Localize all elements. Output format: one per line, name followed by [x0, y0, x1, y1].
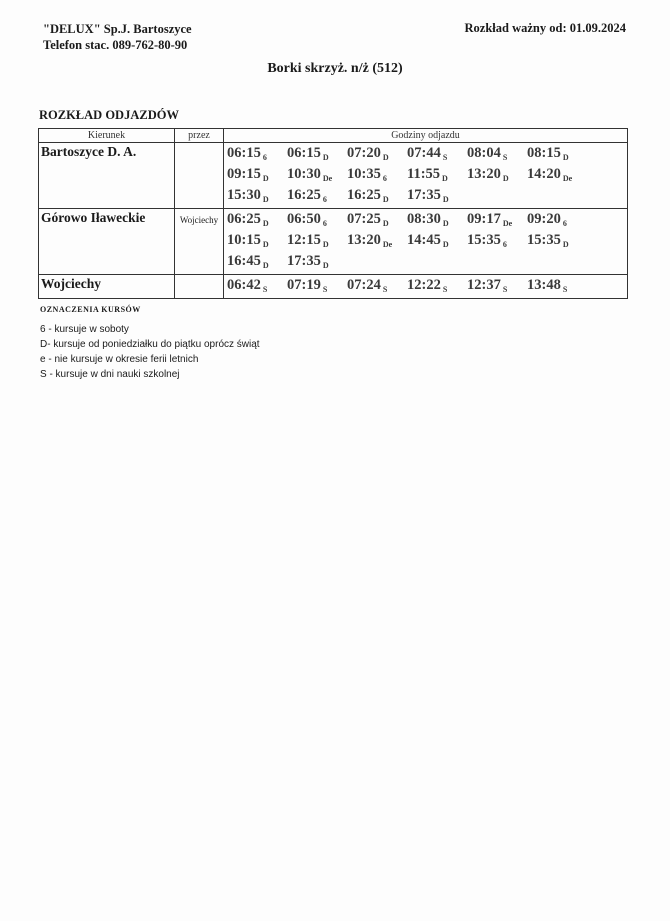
times-line: [227, 145, 627, 166]
company-name: "DELUX" Sp.J. Bartoszyce: [43, 22, 192, 36]
departure-time: [407, 232, 467, 249]
column-header-via: przez: [175, 129, 224, 143]
via-cell: Wojciechy: [175, 209, 224, 275]
departure-time: [347, 277, 407, 294]
timetable-header-row: [39, 129, 628, 143]
company-phone: Telefon stac. 089-762-80-90: [43, 38, 188, 52]
course-code: 6: [382, 174, 387, 183]
departure-hour: 06:15: [287, 145, 321, 161]
legend-item: D- kursuje od poniedziałku do piątku oprócz świąt: [40, 339, 260, 350]
course-code: 6: [562, 219, 567, 228]
course-code: D: [262, 174, 269, 183]
via-cell: [175, 275, 224, 299]
timetable: [38, 128, 628, 299]
departure-hour: 13:20: [467, 166, 501, 182]
course-code: D: [442, 219, 449, 228]
section-title: ROZKŁAD ODJAZDÓW: [39, 108, 179, 122]
valid-from-date: Rozkład ważny od: 01.09.2024: [464, 21, 626, 35]
direction-cell: Bartoszyce D. A.: [39, 143, 175, 209]
departure-time: [287, 277, 347, 294]
course-code: S: [442, 285, 448, 294]
departure-time: [467, 232, 527, 249]
course-code: D: [502, 174, 509, 183]
course-code: 6: [502, 240, 507, 249]
departure-time: [527, 277, 587, 294]
departure-hour: 06:50: [287, 211, 321, 227]
departure-time: [347, 187, 407, 204]
course-code: S: [322, 285, 328, 294]
course-code: D: [562, 153, 569, 162]
departure-time: [227, 166, 287, 183]
departure-time: [347, 145, 407, 162]
departure-time: [347, 211, 407, 228]
departure-times-cell: [224, 209, 628, 275]
departure-time: [407, 187, 467, 204]
departure-hour: 06:25: [227, 211, 261, 227]
departure-hour: 08:15: [527, 145, 561, 161]
course-code: De: [562, 174, 573, 183]
departure-hour: 06:15: [227, 145, 261, 161]
departure-time: [287, 166, 347, 183]
departure-time: [407, 277, 467, 294]
departure-hour: 06:42: [227, 277, 261, 293]
departure-hour: 12:15: [287, 232, 321, 248]
departure-time: [227, 253, 287, 270]
course-code: D: [442, 174, 448, 183]
departure-time: [227, 187, 287, 204]
departure-hour: 07:44: [407, 145, 441, 161]
legend-title: OZNACZENIA KURSÓW: [40, 305, 141, 314]
departure-time: [287, 253, 347, 270]
departure-hour: 17:35: [287, 253, 321, 269]
course-code: D: [382, 153, 389, 162]
times-line: [227, 232, 627, 253]
departure-hour: 07:24: [347, 277, 381, 293]
column-header-times: Godziny odjazdu: [224, 129, 628, 143]
course-code: D: [322, 261, 329, 270]
departure-hour: 07:20: [347, 145, 381, 161]
timetable-body: [39, 143, 628, 299]
departure-hour: 08:04: [467, 145, 501, 161]
course-code: D: [382, 219, 389, 228]
course-code: De: [382, 240, 393, 249]
via-cell: [175, 143, 224, 209]
departure-hour: 08:30: [407, 211, 441, 227]
table-row: [39, 143, 628, 209]
departure-hour: 12:37: [467, 277, 501, 293]
course-code: D: [442, 195, 449, 204]
departure-hour: 17:35: [407, 187, 441, 203]
times-line: [227, 277, 627, 298]
course-code: De: [322, 174, 333, 183]
departure-time: [527, 145, 587, 162]
departure-hour: 15:35: [527, 232, 561, 248]
departure-hour: 13:48: [527, 277, 561, 293]
departure-time: [527, 211, 587, 228]
departure-hour: 10:15: [227, 232, 261, 248]
times-line: [227, 187, 627, 208]
departure-hour: 15:35: [467, 232, 501, 248]
legend: [40, 322, 260, 382]
course-code: 6: [322, 219, 327, 228]
company-info: [43, 21, 192, 53]
departure-time: [407, 166, 467, 183]
departure-time: [467, 211, 527, 228]
departure-time: [287, 187, 347, 204]
stop-name: Borki skrzyż. n/ż (512): [267, 61, 403, 76]
departure-time: [227, 277, 287, 294]
course-code: S: [442, 153, 448, 162]
legend-item: 6 - kursuje w soboty: [40, 324, 129, 335]
table-row: [39, 275, 628, 299]
departure-time: [227, 232, 287, 249]
times-line: [227, 211, 627, 232]
column-header-direction: Kierunek: [39, 129, 175, 143]
departure-time: [407, 145, 467, 162]
departure-hour: 09:20: [527, 211, 561, 227]
course-code: D: [562, 240, 569, 249]
course-code: D: [262, 261, 269, 270]
departure-hour: 10:35: [347, 166, 381, 182]
departure-hour: 10:30: [287, 166, 321, 182]
course-code: D: [322, 240, 329, 249]
course-code: D: [262, 195, 269, 204]
course-code: D: [322, 153, 329, 162]
departure-times-cell: [224, 143, 628, 209]
legend-item: S - kursuje w dni nauki szkolnej: [40, 369, 180, 380]
departure-time: [467, 277, 527, 294]
departure-hour: 09:17: [467, 211, 501, 227]
course-code: S: [262, 285, 268, 294]
direction-cell: Wojciechy: [39, 275, 175, 299]
course-code: S: [562, 285, 568, 294]
course-code: 6: [322, 195, 327, 204]
departure-hour: 13:20: [347, 232, 381, 248]
course-code: S: [502, 285, 508, 294]
course-code: S: [382, 285, 388, 294]
departure-time: [347, 166, 407, 183]
course-code: D: [382, 195, 389, 204]
departure-time: [347, 232, 407, 249]
departure-hour: 16:25: [287, 187, 321, 203]
departure-hour: 15:30: [227, 187, 261, 203]
departure-time: [407, 211, 467, 228]
departure-hour: 09:15: [227, 166, 261, 182]
table-row: [39, 209, 628, 275]
departure-time: [527, 166, 587, 183]
departure-hour: 11:55: [407, 166, 441, 182]
course-code: S: [502, 153, 508, 162]
departure-hour: 12:22: [407, 277, 441, 293]
departure-time: [527, 232, 587, 249]
course-code: De: [502, 219, 513, 228]
departure-time: [287, 211, 347, 228]
course-code: D: [442, 240, 449, 249]
departure-hour: 16:25: [347, 187, 381, 203]
times-line: [227, 166, 627, 187]
departure-hour: 14:20: [527, 166, 561, 182]
departure-hour: 14:45: [407, 232, 441, 248]
departure-time: [287, 145, 347, 162]
departure-hour: 07:25: [347, 211, 381, 227]
course-code: D: [262, 219, 269, 228]
times-line: [227, 253, 627, 274]
departure-times-cell: [224, 275, 628, 299]
departure-time: [467, 145, 527, 162]
course-code: D: [262, 240, 269, 249]
departure-hour: 07:19: [287, 277, 321, 293]
legend-item: e - nie kursuje w okresie ferii letnich: [40, 354, 199, 365]
direction-cell: Górowo Iławeckie: [39, 209, 175, 275]
departure-time: [227, 145, 287, 162]
departure-hour: 16:45: [227, 253, 261, 269]
departure-time: [227, 211, 287, 228]
course-code: 6: [262, 153, 267, 162]
departure-time: [467, 166, 527, 183]
departure-time: [287, 232, 347, 249]
